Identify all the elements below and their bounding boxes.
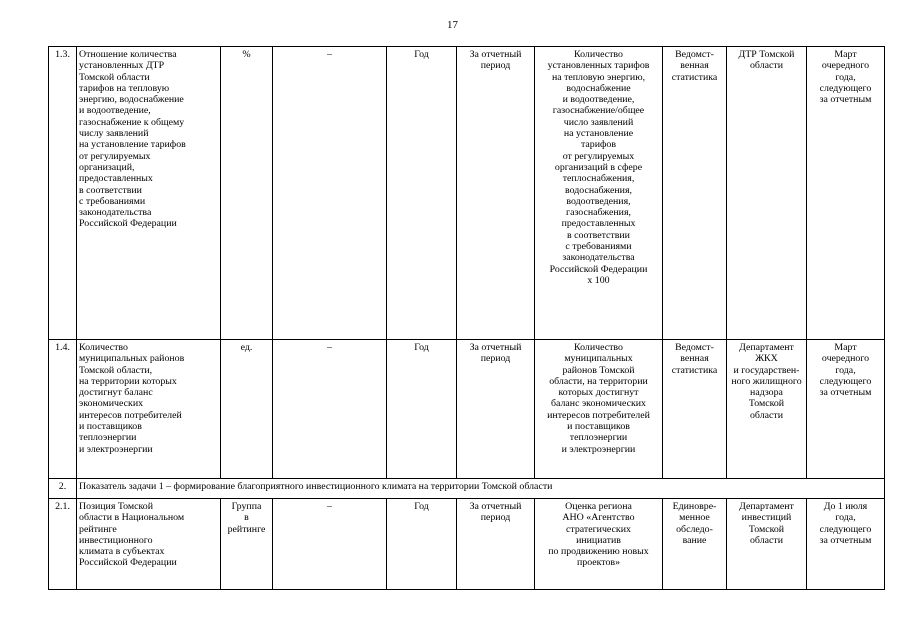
reporting-cell: За отчетный период	[457, 47, 535, 340]
source-cell: Ведомст- венная статистика	[663, 47, 727, 340]
method-cell: Оценка региона АНО «Агентство стратегических инициатив по продвижению новых проектов»	[535, 499, 663, 590]
indicator-name: Отношение количества установленных ДТР Томской области тарифов на тепловую энергию, водоснабжение и водоотведение, газоснабжение к общему числу заявлений на установление тарифов от регулируемых организаций, предоставленных в соответствии с требованиями законодательства Российской Федерации	[77, 47, 221, 340]
method-cell: Количество установленных тарифов на тепловую энергию, водоснабжение и водоотведение, газоснабжение/общее число заявлений на установление тарифов от регулируемых организаций в сфере теплоснабжения, водоснабжения, водоотведения, газоснабжения, предоставленных в соответствии с требованиями законодательства Российской Федерации х 100	[535, 47, 663, 340]
deadline-cell: Март очередного года, следующего за отчетным	[807, 340, 885, 479]
dash-cell: –	[273, 340, 387, 479]
unit-cell: Группа в рейтинге	[221, 499, 273, 590]
reporting-cell: За отчетный период	[457, 499, 535, 590]
method-cell: Количество муниципальных районов Томской области, на территории которых достигнут баланс экономических интересов потребителей и поставщиков теплоэнергии и электроэнергии	[535, 340, 663, 479]
source-cell: Ведомст- венная статистика	[663, 340, 727, 479]
indicator-name: Позиция Томской области в Национальном рейтинге инвестиционного климата в субъектах Российской Федерации	[77, 499, 221, 590]
unit-cell: %	[221, 47, 273, 340]
dash-cell: –	[273, 47, 387, 340]
table-row	[49, 499, 885, 590]
indicator-name: Количество муниципальных районов Томской области, на территории которых достигнут баланс экономических интересов потребителей и поставщиков теплоэнергии и электроэнергии	[77, 340, 221, 479]
period-cell: Год	[387, 47, 457, 340]
row-number: 1.4.	[49, 340, 77, 479]
row-number: 1.3.	[49, 47, 77, 340]
reporting-cell: За отчетный период	[457, 340, 535, 479]
responsible-cell: Департамент ЖКХ и государствен- ного жилищного надзора Томской области	[727, 340, 807, 479]
period-cell: Год	[387, 340, 457, 479]
responsible-cell: ДТР Томской области	[727, 47, 807, 340]
section-row	[49, 479, 885, 499]
period-cell: Год	[387, 499, 457, 590]
table-row	[49, 340, 885, 479]
section-number: 2.	[49, 479, 77, 499]
unit-cell: ед.	[221, 340, 273, 479]
row-number: 2.1.	[49, 499, 77, 590]
responsible-cell: Департамент инвестиций Томской области	[727, 499, 807, 590]
indicators-table	[48, 46, 885, 590]
dash-cell: –	[273, 499, 387, 590]
deadline-cell: До 1 июля года, следующего за отчетным	[807, 499, 885, 590]
section-title: Показатель задачи 1 – формирование благоприятного инвестиционного климата на территории Томской области	[77, 479, 885, 499]
deadline-cell: Март очередного года, следующего за отчетным	[807, 47, 885, 340]
table-row	[49, 47, 885, 340]
source-cell: Единовре- менное обследо- вание	[663, 499, 727, 590]
page-number: 17	[447, 19, 458, 31]
